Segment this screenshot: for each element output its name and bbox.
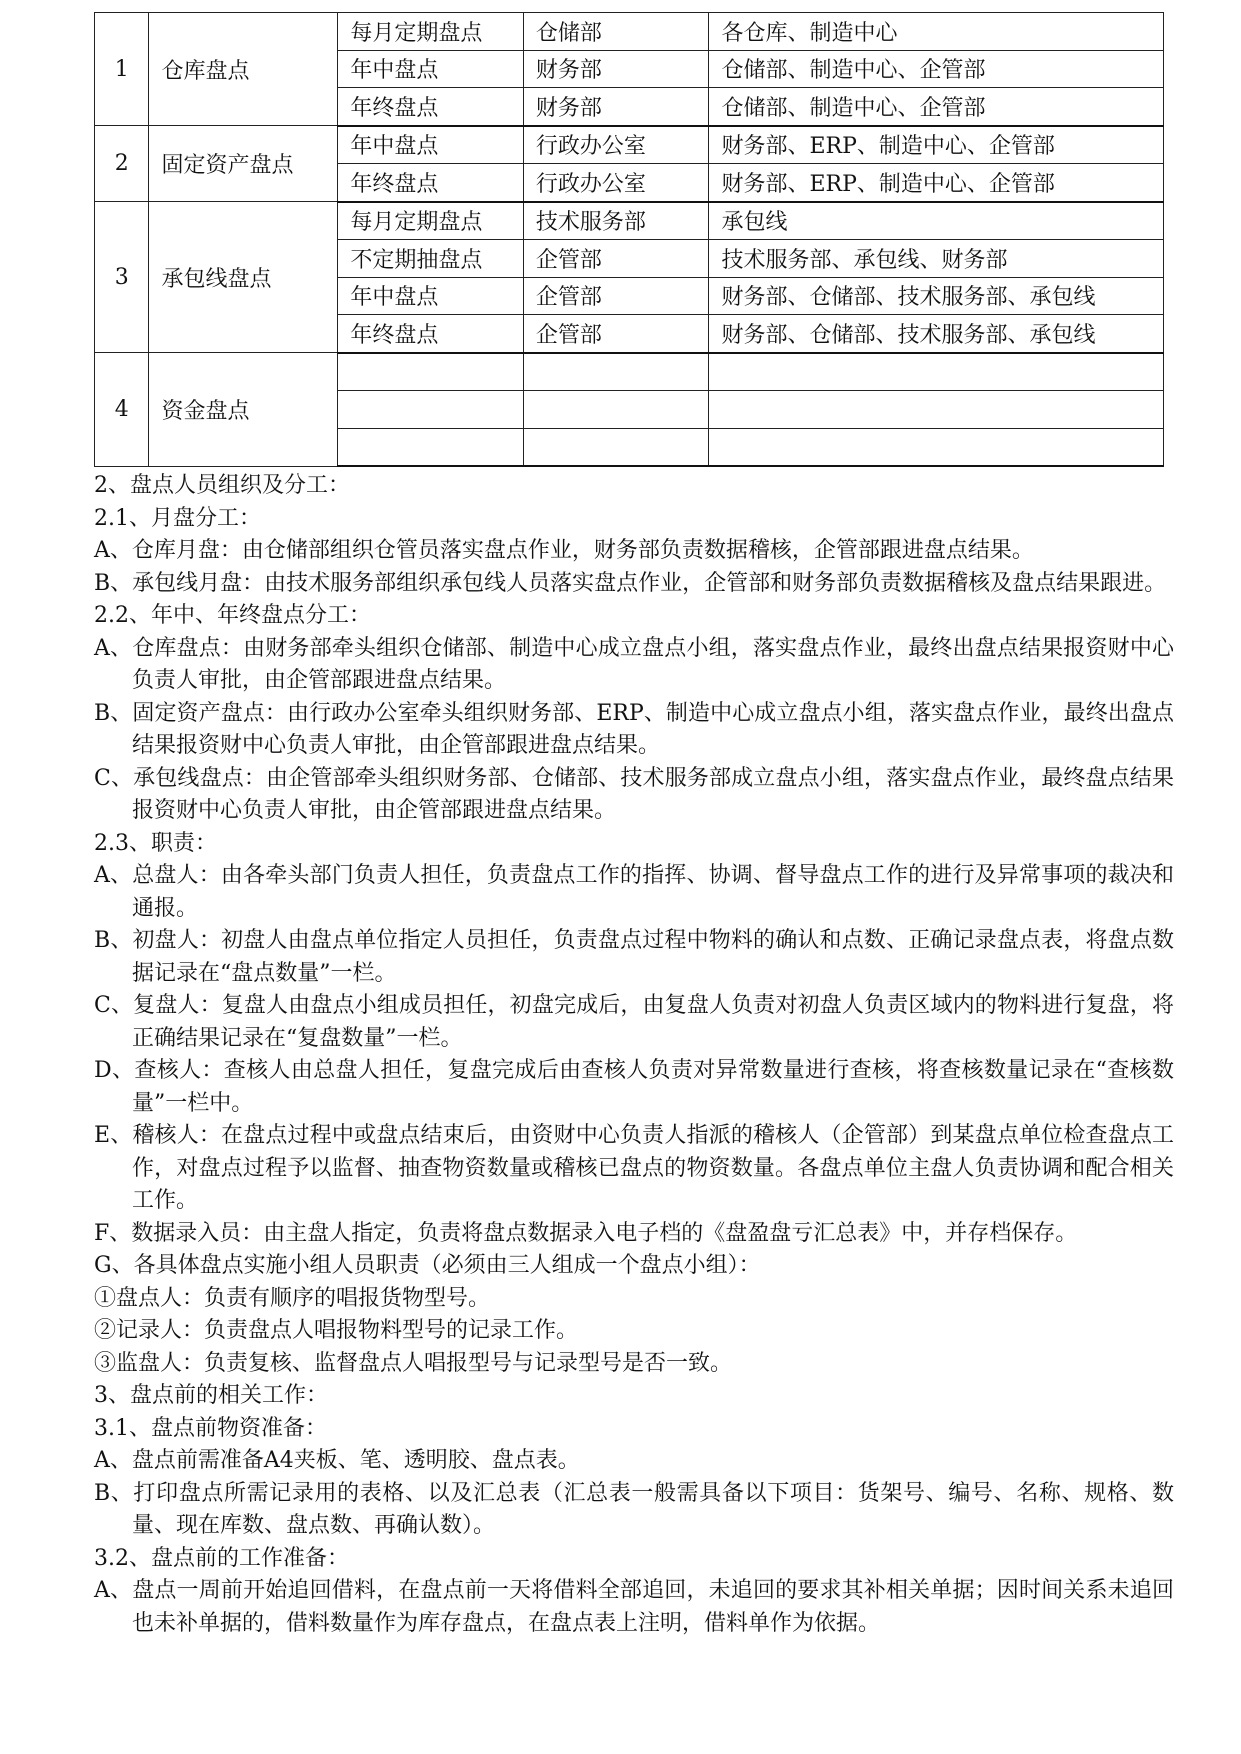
table-row <box>95 353 1164 391</box>
member-departments-cell: 财务部、仓储部、技术服务部、承包线 <box>709 277 1164 315</box>
inventory-type-cell: 年终盘点 <box>338 315 524 353</box>
subsection-heading: 3.2、盘点前的工作准备： <box>94 1545 349 1571</box>
paragraph: C、承包线盘点：由企管部牵头组织财务部、仓储部、技术服务部成立盘点小组，落实盘点作业，最终盘点结果报资财中心负责人审批，由企管部跟进盘点结果。 <box>94 765 1174 823</box>
lead-department-cell: 行政办公室 <box>523 164 709 202</box>
inventory-type-cell <box>338 391 524 429</box>
lead-department-cell: 财务部 <box>523 88 709 126</box>
paragraph: E、稽核人：在盘点过程中或盘点结束后，由资财中心负责人指派的稽核人（企管部）到某盘点单位检查盘点工作，对盘点过程予以监督、抽查物资数量或稽核已盘点的物资数量。各盘点单位主盘人负责协调和配合相关工作。 <box>94 1123 1174 1213</box>
member-departments-cell: 财务部、仓储部、技术服务部、承包线 <box>709 315 1164 353</box>
document-body <box>94 470 1174 1640</box>
subsection-heading: 2.2、年中、年终盘点分工： <box>94 603 371 628</box>
lead-department-cell: 仓储部 <box>523 13 709 51</box>
item-name-cell: 承包线盘点 <box>149 202 338 353</box>
paragraph: A、仓库盘点：由财务部牵头组织仓储部、制造中心成立盘点小组，落实盘点作业，最终出盘点结果报资财中心负责人审批，由企管部跟进盘点结果。 <box>94 635 1174 693</box>
paragraph: G、各具体盘点实施小组人员职责（必须由三人组成一个盘点小组）： <box>94 1253 761 1278</box>
lead-department-cell <box>523 428 709 466</box>
member-departments-cell <box>709 391 1164 429</box>
inventory-type-cell: 年终盘点 <box>338 164 524 202</box>
member-departments-cell: 仓储部、制造中心、企管部 <box>709 50 1164 88</box>
inventory-type-cell: 年中盘点 <box>338 126 524 164</box>
lead-department-cell: 企管部 <box>523 240 709 278</box>
item-number-cell: 2 <box>95 126 149 202</box>
list-item: ③监盘人：负责复核、监督盘点人唱报型号与记录型号是否一致。 <box>94 1350 733 1376</box>
inventory-type-cell: 年中盘点 <box>338 277 524 315</box>
section-heading: 2、盘点人员组织及分工： <box>94 473 350 498</box>
member-departments-cell <box>709 428 1164 466</box>
inventory-type-cell <box>338 428 524 466</box>
lead-department-cell <box>523 391 709 429</box>
item-number-cell: 3 <box>95 202 149 353</box>
table-row <box>95 202 1164 240</box>
member-departments-cell: 各仓库、制造中心 <box>709 13 1164 51</box>
paragraph: A、盘点一周前开始追回借料，在盘点前一天将借料全部追回，未追回的要求其补相关单据；因时间关系未追回也未补单据的，借料数量作为库存盘点，在盘点表上注明，借料单作为依据。 <box>94 1578 1174 1636</box>
paragraph: C、复盘人：复盘人由盘点小组成员担任，初盘完成后，由复盘人负责对初盘人负责区域内的物料进行复盘，将正确结果记录在“复盘数量”一栏。 <box>94 993 1174 1051</box>
paragraph: A、仓库月盘：由仓储部组织仓管员落实盘点作业，财务部负责数据稽核，企管部跟进盘点结果。 <box>94 538 1034 563</box>
paragraph: F、数据录入员：由主盘人指定，负责将盘点数据录入电子档的《盘盈盘亏汇总表》中，并存档保存。 <box>94 1220 1078 1246</box>
section-heading: 3、盘点前的相关工作： <box>94 1383 328 1408</box>
paragraph: D、查核人：查核人由总盘人担任，复盘完成后由查核人负责对异常数量进行查核，将查核数量记录在“查核数量”一栏中。 <box>94 1058 1174 1116</box>
subsection-heading: 3.1、盘点前物资准备： <box>94 1415 327 1441</box>
member-departments-cell: 仓储部、制造中心、企管部 <box>709 88 1164 126</box>
member-departments-cell: 财务部、ERP、制造中心、企管部 <box>709 164 1164 202</box>
lead-department-cell: 行政办公室 <box>523 126 709 164</box>
lead-department-cell: 技术服务部 <box>523 202 709 240</box>
document-page <box>94 12 1174 1640</box>
list-item: ①盘点人：负责有顺序的唱报货物型号。 <box>94 1285 491 1311</box>
inventory-type-cell <box>338 353 524 391</box>
inventory-schedule-table <box>94 12 1164 467</box>
inventory-type-cell: 每月定期盘点 <box>338 13 524 51</box>
paragraph: B、固定资产盘点：由行政办公室牵头组织财务部、ERP、制造中心成立盘点小组，落实盘点作业，最终出盘点结果报资财中心负责人审批，由企管部跟进盘点结果。 <box>94 700 1174 758</box>
table-row <box>95 13 1164 51</box>
subsection-heading: 2.3、职责： <box>94 830 217 856</box>
subsection-heading: 2.1、月盘分工： <box>94 505 261 531</box>
lead-department-cell <box>523 353 709 391</box>
inventory-type-cell: 每月定期盘点 <box>338 202 524 240</box>
paragraph: B、承包线月盘：由技术服务部组织承包线人员落实盘点作业，企管部和财务部负责数据稽核及盘点结果跟进。 <box>94 570 1167 596</box>
item-number-cell: 4 <box>95 353 149 467</box>
inventory-type-cell: 年终盘点 <box>338 88 524 126</box>
paragraph: A、总盘人：由各牵头部门负责人担任，负责盘点工作的指挥、协调、督导盘点工作的进行及异常事项的裁决和通报。 <box>94 863 1174 921</box>
item-number-cell: 1 <box>95 13 149 126</box>
member-departments-cell: 技术服务部、承包线、财务部 <box>709 240 1164 278</box>
list-item: ②记录人：负责盘点人唱报物料型号的记录工作。 <box>94 1318 579 1343</box>
inventory-type-cell: 年中盘点 <box>338 50 524 88</box>
member-departments-cell <box>709 353 1164 391</box>
inventory-type-cell: 不定期抽盘点 <box>338 240 524 278</box>
lead-department-cell: 企管部 <box>523 277 709 315</box>
member-departments-cell: 承包线 <box>709 202 1164 240</box>
table-row <box>95 126 1164 164</box>
paragraph: B、打印盘点所需记录用的表格、以及汇总表（汇总表一般需具备以下项目：货架号、编号、名称、规格、数量、现在库数、盘点数、再确认数）。 <box>94 1480 1174 1538</box>
paragraph: A、盘点前需准备A4夹板、笔、透明胶、盘点表。 <box>94 1448 580 1473</box>
lead-department-cell: 企管部 <box>523 315 709 353</box>
item-name-cell: 资金盘点 <box>149 353 338 467</box>
item-name-cell: 仓库盘点 <box>149 13 338 126</box>
lead-department-cell: 财务部 <box>523 50 709 88</box>
paragraph: B、初盘人：初盘人由盘点单位指定人员担任，负责盘点过程中物料的确认和点数、正确记录盘点表，将盘点数据记录在“盘点数量”一栏。 <box>94 928 1174 986</box>
member-departments-cell: 财务部、ERP、制造中心、企管部 <box>709 126 1164 164</box>
item-name-cell: 固定资产盘点 <box>149 126 338 202</box>
